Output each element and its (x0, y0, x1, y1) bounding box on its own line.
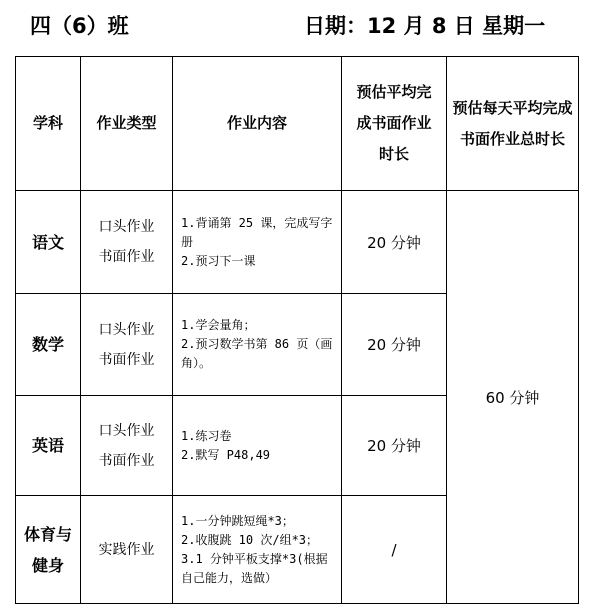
content-line: 1.练习卷 (181, 428, 232, 443)
type-label: 书面作业 (98, 351, 155, 368)
header-duration-line: 成书面作业 (356, 114, 432, 132)
header-duration-line: 预估平均完 (356, 83, 432, 101)
header-content: 作业内容 (173, 57, 342, 191)
content-line: 1.一分钟跳短绳*3； (181, 513, 294, 528)
content-cell (173, 294, 342, 396)
type-label: 口头作业 (98, 422, 155, 439)
duration-cell: 20 分钟 (342, 294, 447, 396)
content-line: 3.1 分钟平板支撑*3(根据自己能力，选做） (181, 551, 328, 585)
homework-table (15, 56, 579, 604)
content-line: 2.收腹跳 10 次/组*3； (181, 532, 319, 547)
type-cell (81, 191, 173, 294)
duration-cell: / (342, 496, 447, 604)
type-label: 口头作业 (98, 321, 155, 338)
type-label: 书面作业 (98, 249, 155, 265)
class-label: 四（6）班 (30, 14, 129, 38)
type-cell (81, 396, 173, 496)
header-type: 作业类型 (81, 57, 173, 191)
header-duration-line: 时长 (378, 145, 409, 163)
header-total-line: 预估每天平均完成 (452, 98, 573, 117)
type-cell (81, 294, 173, 396)
subject-cell (16, 294, 81, 396)
subject-name: 英语 (31, 436, 64, 455)
header-duration (342, 57, 447, 191)
subject-name: 体育与 (23, 524, 72, 544)
type-label: 实践作业 (98, 541, 155, 558)
subject-name: 数学 (31, 335, 64, 354)
header-subject: 学科 (16, 57, 81, 191)
content-cell (173, 496, 342, 604)
header-total-line: 书面作业总时长 (459, 129, 565, 148)
content-cell (173, 191, 342, 294)
duration-cell: 20 分钟 (342, 396, 447, 496)
subject-cell (16, 396, 81, 496)
subject-name: 语文 (31, 232, 64, 252)
content-cell (173, 396, 342, 496)
subject-cell (16, 191, 81, 294)
type-cell (81, 496, 173, 604)
content-line: 1.学会量角； (181, 318, 256, 332)
table-header-row (16, 57, 579, 191)
subject-name: 健身 (31, 555, 64, 575)
duration-cell: 20 分钟 (342, 191, 447, 294)
table-row (16, 191, 579, 294)
date-label: 日期：12 月 8 日 星期一 (304, 14, 546, 38)
type-label: 书面作业 (98, 452, 155, 469)
content-line: 2.默写 P48,49 (181, 447, 271, 462)
type-label: 口头作业 (98, 219, 155, 235)
subject-cell (16, 496, 81, 604)
content-line: 1.背诵第 25 课，完成写字册 (181, 215, 333, 249)
content-line: 2.预习下一课 (181, 253, 256, 268)
content-line: 2.预习数学书第 86 页（画角）。 (181, 337, 333, 370)
header-total (447, 57, 579, 191)
total-duration-cell: 60 分钟 (447, 191, 579, 604)
